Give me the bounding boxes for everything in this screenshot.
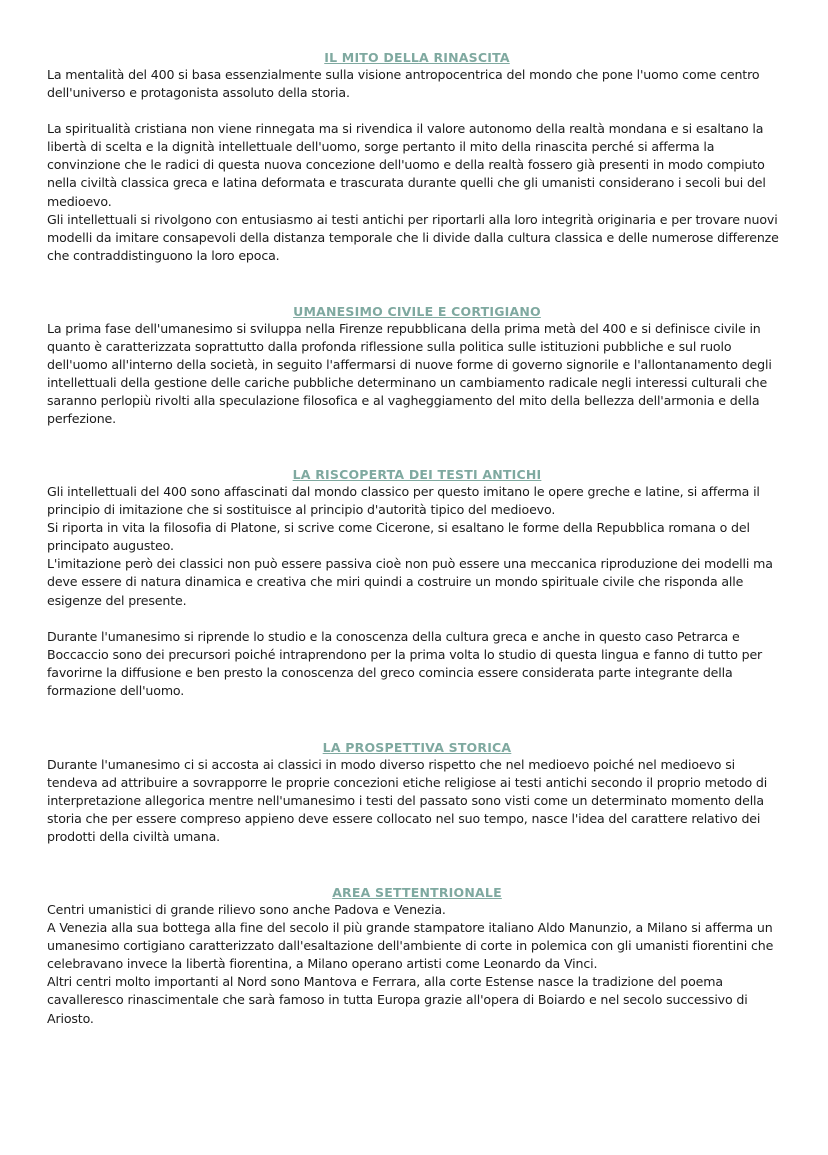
paragraph: La prima fase dell'umanesimo si sviluppa nella Firenze repubblicana della prima metà del 400 e si definisce civile in quanto è caratterizzata soprattutto dalla profonda riflessione sulla politica sulle istituzioni pubbliche e sul ruolo dell'uomo all'interno della società, in seguito l'affermarsi di nuove forme di governo signorile e l'allontanamento degli intellettuali della gestione delle cariche pubbliche determinano un cambiamento radicale negli interessi culturali che saranno perlopiù rivolti alla speculazione filosofica e al vagheggiamento del mito della bellezza dell'armonia e della perfezione.: [47, 321, 772, 427]
paragraph: Durante l'umanesimo ci si accosta ai classici in modo diverso rispetto che nel medioevo poiché nel medioevo si tendeva ad attribuire a sovrapporre le proprie concezioni etiche religiose ai testi antichi secondo il proprio metodo di interpretazione allegorica mentre nell'umanesimo i testi del passato sono visti come un determinato momento della storia che per essere compreso appieno deve essere collocato nel suo tempo, nasce l'idea del carattere relativo dei prodotti della civiltà umana.: [47, 757, 768, 845]
paragraph: Gli intellettuali si rivolgono con entusiasmo ai testi antichi per riportarli alla loro integrità originaria e per trovare nuovi modelli da imitare consapevoli della distanza temporale che li divide dalla cultura classica e delle numerose differenze che contraddistinguono la loro epoca.: [47, 211, 779, 263]
section-mito-rinascita: [47, 50, 787, 265]
paragraph: La spiritualità cristiana non viene rinnegata ma si rivendica il valore autonomo della realtà mondana e si esaltano la libertà di scelta e la dignità intellettuale dell'uomo, sorge pertanto il mito della rinascita perché si afferma la convinzione che le radici di questa nuova concezione dell'uomo e della realtà fossero già presenti in modo compiuto nella civiltà classica greca e latina deformata e trascurata durante quelli che gli umanisti considerano i secoli bui del medioevo.: [47, 121, 766, 209]
paragraph: Si riporta in vita la filosofia di Platone, si scrive come Cicerone, si esaltano le forme della Repubblica romana o del principato augusteo.: [47, 520, 750, 554]
paragraph: L'imitazione però dei classici non può essere passiva cioè non può essere una meccanica riproduzione dei modelli ma deve essere di natura dinamica e creativa che miri quindi a costruire un mondo spirituale civile che risponda alle esigenze del presente.: [47, 556, 773, 608]
section-heading: LA PROSPETTIVA STORICA: [322, 740, 512, 755]
section-heading: IL MITO DELLA RINASCITA: [324, 50, 510, 65]
paragraph: Centri umanistici di grande rilievo sono anche Padova e Venezia.: [47, 902, 446, 917]
paragraph: La mentalità del 400 si basa essenzialmente sulla visione antropocentrica del mondo che pone l'uomo come centro dell'universo e protagonista assoluto della storia.: [47, 67, 760, 101]
section-heading: UMANESIMO CIVILE E CORTIGIANO: [293, 304, 541, 319]
section-riscoperta-testi: [47, 467, 787, 700]
section-prospettiva-storica: [47, 740, 787, 846]
paragraph: Durante l'umanesimo si riprende lo studio e la conoscenza della cultura greca e anche in questo caso Petrarca e Boccaccio sono dei precursori poiché intraprendono per la prima volta lo studio di questa lingua e fanno di tutto per favorirne la diffusione e ben presto la conoscenza del greco comincia essere considerata parte integrante della formazione dell'uomo.: [47, 628, 763, 698]
section-heading: LA RISCOPERTA DEI TESTI ANTICHI: [292, 467, 542, 482]
section-umanesimo-civile: [47, 304, 787, 429]
paragraph: Gli intellettuali del 400 sono affascinati dal mondo classico per questo imitano le opere greche e latine, si afferma il principio di imitazione che si sostituisce al principio d'autorità tipico del medioevo.: [47, 484, 760, 518]
paragraph: A Venezia alla sua bottega alla fine del secolo il più grande stampatore italiano Aldo Manunzio, a Milano si afferma un umanesimo cortigiano caratterizzato dall'esaltazione dell'ambiente di corte in polemica con gli umanisti fiorentini che celebravano invece la libertà fiorentina, a Milano operano artisti come Leonardo da Vinci.: [47, 920, 774, 972]
section-area-settentrionale: [47, 885, 787, 1028]
paragraph: Altri centri molto importanti al Nord sono Mantova e Ferrara, alla corte Estense nasce la tradizione del poema cavalleresco rinascimentale che sarà famoso in tutta Europa grazie all'opera di Boiardo e nel secolo successivo di Ariosto.: [47, 974, 748, 1026]
section-heading: AREA SETTENTRIONALE: [332, 885, 502, 900]
